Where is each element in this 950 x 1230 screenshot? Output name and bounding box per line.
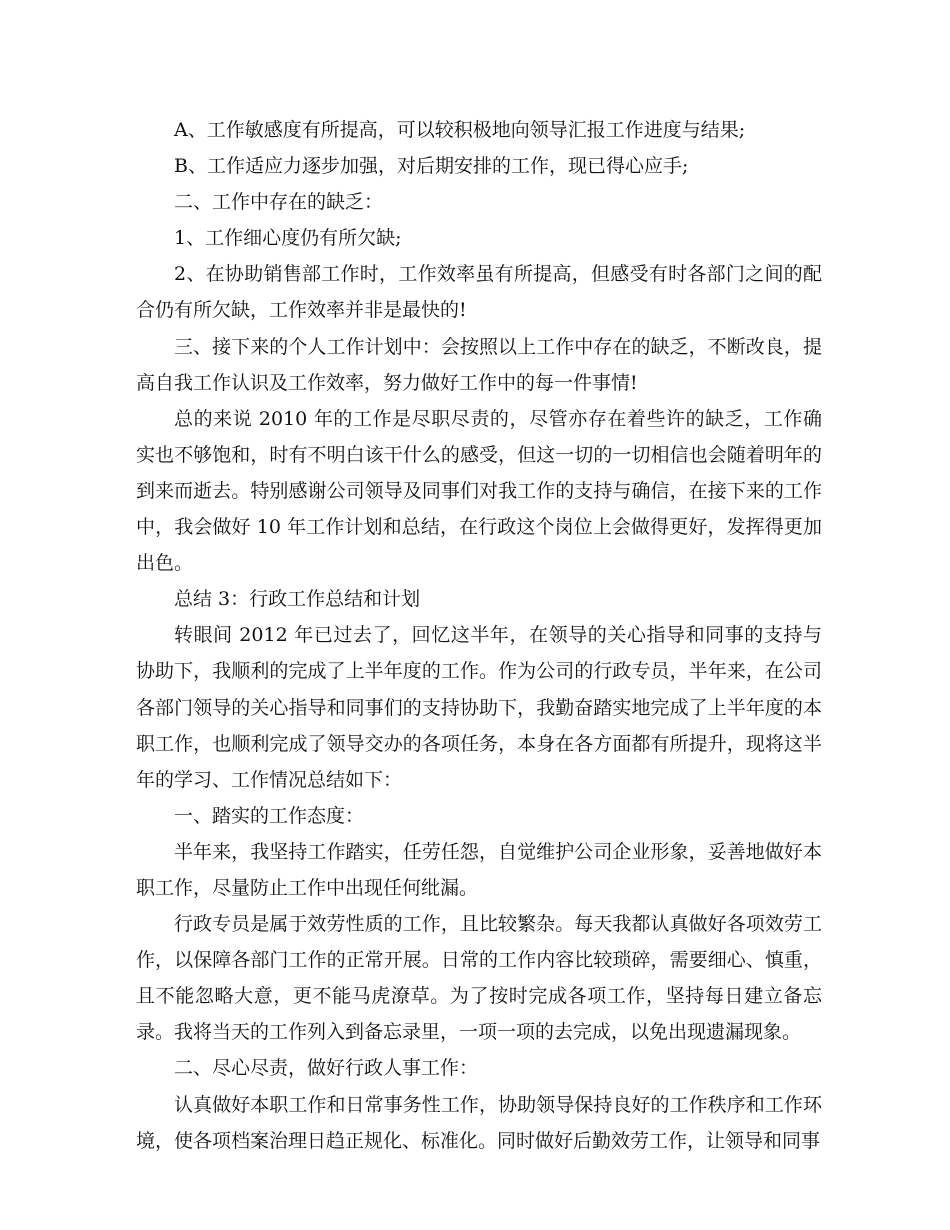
section-heading-hr-work: 二、尽心尽责，做好行政人事工作：	[174, 1057, 479, 1080]
paragraph-hr-work: 认真做好本职工作和日常事务性工作，协助领导保持良好的工作秩序和工作环境，使各项档案治理日趋正规化、标准化。同时做好后勤效劳工作，让领导和同事	[136, 1093, 822, 1152]
section-heading-attitude: 一、踏实的工作态度：	[174, 804, 365, 827]
paragraph-summary-2010: 总的来说 2010 年的工作是尽职尽责的，尽管亦存在着些许的缺乏，工作确实也不够饱和，时有不明白该干什么的感受，但这一切的一切相信也会随着明年的到来而逝去。特别感谢公司领导及同事们对我工作的支持与确信，在接下来的工作中，我会做好 10 年工作计划和总结，在行政这个岗位上会做得更好，发挥得更加出色。	[136, 407, 822, 575]
paragraph-intro-2012: 转眼间 2012 年已过去了，回忆这半年，在领导的关心指导和同事的支持与协助下，我顺利的完成了上半年度的工作。作为公司的行政专员，半年来，在公司各部门领导的关心指导和同事们的支持协助下，我勤奋踏实地完成了上半年度的本职工作，也顺利完成了领导交办的各项任务，本身在各方面都有所提升，现将这半年的学习、工作情况总结如下：	[136, 624, 822, 791]
section-heading-shortcomings: 二、工作中存在的缺乏：	[174, 191, 384, 214]
section-heading-summary-3: 总结 3：行政工作总结和计划	[174, 588, 421, 611]
paragraph-shortcoming-2: 2、在协助销售部工作时，工作效率虽有所提高，但感受有时各部门之间的配合仍有所欠缺，工作效率并非是最快的!	[136, 263, 822, 322]
paragraph-item-b: B、工作适应力逐步加强，对后期安排的工作，现已得心应手;	[174, 155, 689, 178]
paragraph-item-a: A、工作敏感度有所提高，可以较积极地向领导汇报工作进度与结果;	[174, 119, 746, 141]
paragraph-admin-duties: 行政专员是属于效劳性质的工作，且比较繁杂。每天我都认真做好各项效劳工作，以保障各部门工作的正常开展。日常的工作内容比较琐碎，需要细心、慎重，且不能忽略大意，更不能马虎潦草。为了按时完成各项工作，坚持每日建立备忘录。我将当天的工作列入到备忘录里，一项一项的去完成，以免出现遗漏现象。	[136, 913, 822, 1044]
paragraph-shortcoming-1: 1、工作细心度仍有所欠缺;	[174, 227, 402, 250]
paragraph-attitude: 半年来，我坚持工作踏实，任劳任怨，自觉维护公司企业形象，妥善地做好本职工作，尽量防止工作中出现任何纰漏。	[136, 840, 822, 899]
paragraph-plan: 三、接下来的个人工作计划中：会按照以上工作中存在的缺乏，不断改良，提高自我工作认识及工作效率，努力做好工作中的每一件事情!	[136, 335, 822, 394]
